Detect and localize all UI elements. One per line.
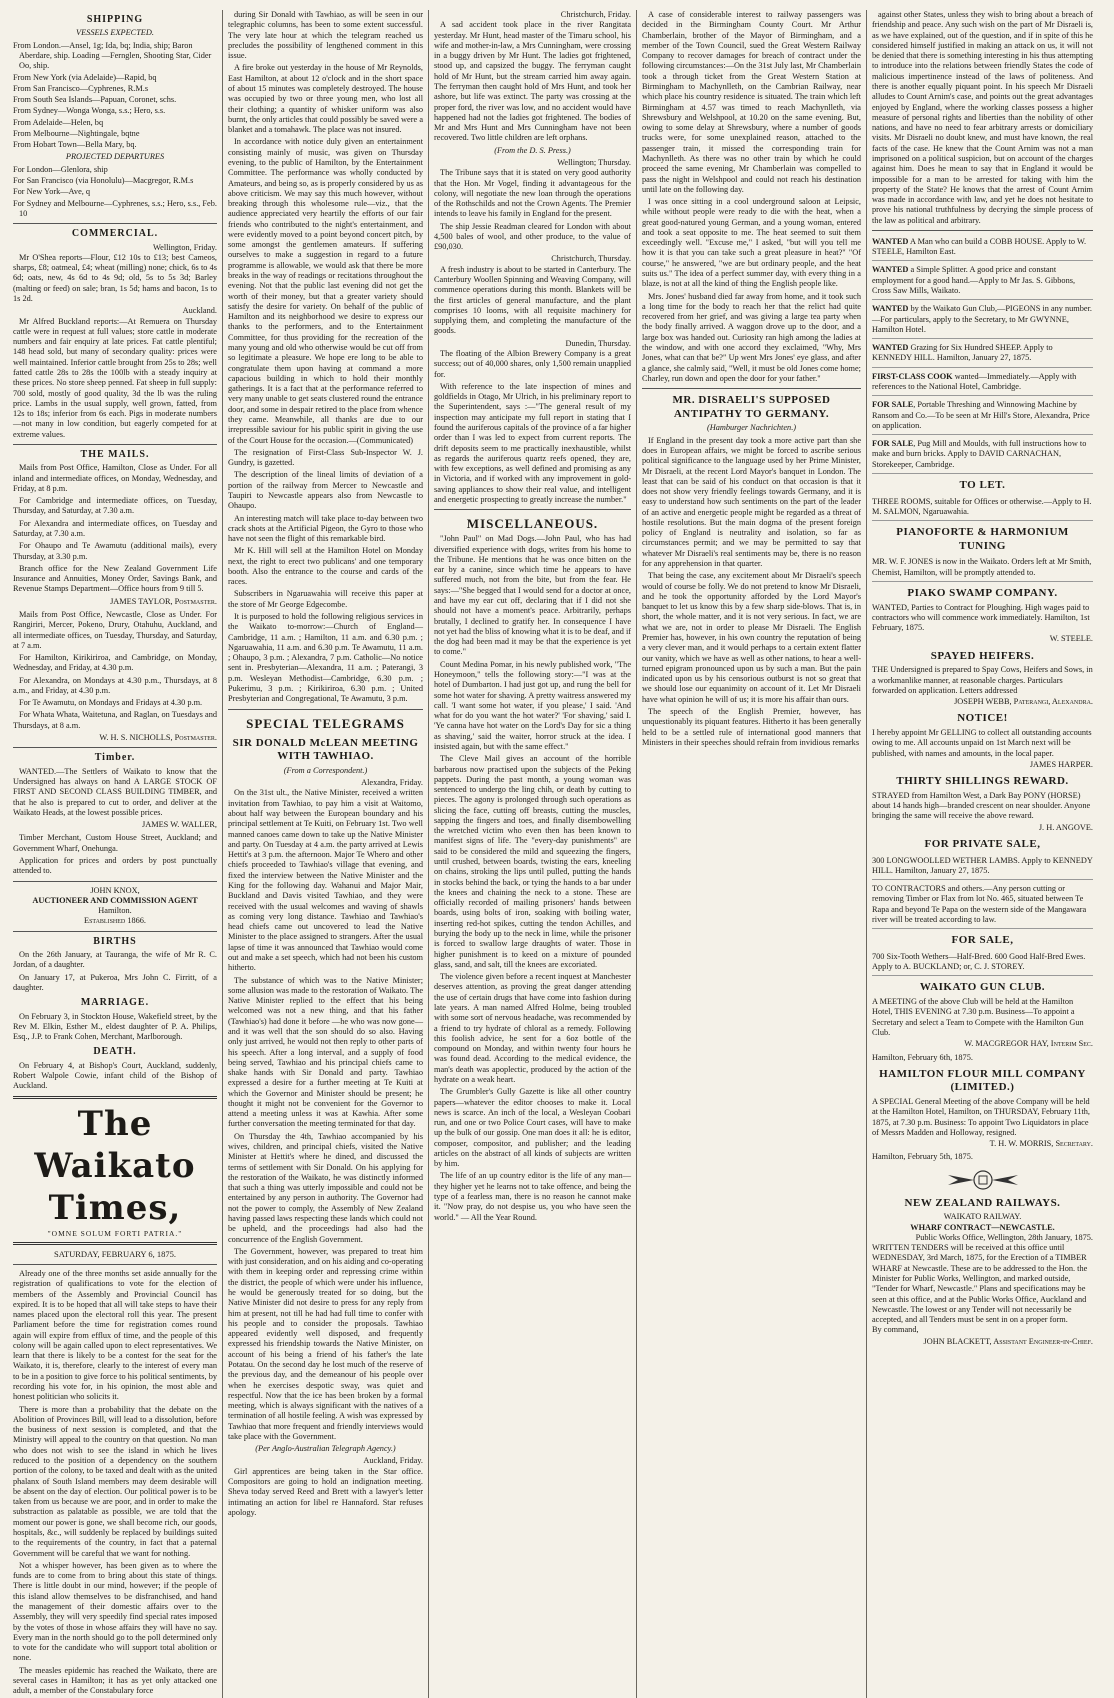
telegram-paragraph: The floating of the Albion Brewery Company is a great success; out of 40,000 shares, only 1,500 remain unapplied for. [434, 349, 631, 379]
for-sale-heading: FOR SALE, [951, 934, 1014, 947]
ad-text: Grazing for Six Hundred SHEEP. Apply to KENNEDY HILL. Hamilton, January 27, 1875. [872, 343, 1053, 363]
mails-text: For Te Awamutu, on Mondays and Fridays at 4.30 p.m. [19, 698, 203, 708]
classified-ad: TO CONTRACTORS and others.—Any person cutting or removing Timber or Flax from lot No. 465, situated between Te Rapa and beyond Te Papa on the western side of the Mangawara river will be treated according to law. [872, 882, 1093, 929]
list-item: For San Francisco (via Honolulu)—Macgregor, R.M.s [13, 176, 194, 186]
classified-ad [872, 263, 1093, 300]
list-item: From London.—Ansel, 1g; Ida, bq; India, ship; Baron Aberdare, ship. Loading —Fernglen, Shooting Star, Cider Oo, ship. [13, 40, 212, 71]
divider [228, 709, 423, 710]
timber-address: Timber Merchant, Custom House Street, Auckland; and Government Wharf, Onehunga. [13, 833, 217, 853]
signature: W. STEELE. [1049, 634, 1093, 644]
signature: JOHN BLACKETT, Assistant Engineer-in-Chief. [923, 1336, 1093, 1346]
telegram-dateline: Christchurch, Friday. [560, 10, 631, 19]
telegram-paragraph: A fresh industry is about to be started in Canterbury. The Canterbury Woollen Spinning and Weaving Company, will commence operations during this month. Blankets will be the first articles of general manufacture, and the plant comprises 10 looms, with all requisite machinery for supplying them, and completing the manufacture of the goods. [434, 264, 631, 336]
auctioneer-place: Hamilton. [98, 906, 132, 916]
signature: JAMES W. WALLER, [142, 820, 217, 830]
classified-ad [872, 341, 1093, 368]
disraeli-heading: MR. DISRAELI'S SUPPOSED ANTIPATHY TO GERMANY. [672, 394, 831, 420]
mails-text: For Hamilton, Kirikiriroa, and Cambridge, on Monday, Wednesday, and Friday, at 4.30 p.m. [13, 653, 217, 673]
classified-ad: A SPECIAL General Meeting of the above Company will be held at the Hamilton Hotel, Hamilton, on THURSDAY, February 11th, 1875, at 7.30 p.m. Business: To appoint Two Liquidators in place of Messrs Madden and Holloway, resigned. [872, 1097, 1091, 1137]
notice-text: On February 4, at Bishop's Court, Auckland, suddenly, Robert Walpole Cowie, infant child of the Bishop of Auckland. [13, 1060, 217, 1091]
telegram-paragraph: On Thursday the 4th, Tawhiao accompanied by his wives, children, and principal chiefs, visited the Native Minister at Hettit's where he dined, and discussed the terms of settlement with Sir Donald. On his applying for the restoration of the Waikato, he was distinctly informed that such a thing was utterly impossible and could not be entertained by any person in authority. The Governor had not the power to comply, the Assembly of New Zealand having passed laws respecting these lands which could not be upheld, and the proceedings had also had the concurrence of the English Government. [228, 1131, 423, 1244]
ad-text: a Simple Splitter. A good price and constant employment for a good hand.—Apply to Mr Jas. S. Gibbons, Cross Saw Mills, Waikato. [872, 265, 1076, 296]
news-paragraph: In accordance with notice duly given an entertainment consisting mainly of music, was given on Thursday evening, to the public of Hamilton, by the Entertainment Committee. The performance was wholly conducted by Amateurs, and being so, as is properly considered by us as above criticism. We may say this much however, without breaking through this wholesome rule—viz., that the audience appreciated very heartily the efforts of our fair friends who contributed to the night's entertainment, and were evidently moved to a point beyond concert pitch, by some amongst the gentlemen amateurs. If suffering ourselves to make a suggestion in regard to a future programme is allowable, we would ask that there be more breaks in the way of readings or recitations throughout the evening. Not that the public last evening did not get the worth of their money, but that a greater variety should satisfy the desire for variety. On behalf of the public of Hamilton and its neighborhood we desire to express our thanks to the performers, and to the Entertainment Committee, for thus providing for the recreation of the many young and old who otherwise would be cut off from so legitimate a pleasure. We hope ere long to be able to congratulate them upon having at command a more capacious building in which to hold their monthly gatherings. It is a fact that at the performance referred to very many unable to get seats clustered round the entrance door, and some in despair retired to the place from whence they came. Meanwhile, all thanks are due to our irrepressible saviour for his public spirit in giving the use of the Court House for the occasion.—(Communicated) [228, 137, 423, 445]
commercial-text: Mr Alfred Buckland reports:—At Remuera on Thursday cattle were in request at full values; store cattle in moderate numbers and fair enquiry at late prices. Fat cattle plentiful; 148 head sold, but many of secondary quality: prices were well maintained. Inferior cattle brought from 25s to 28s; well fatted cattle 28s to 28s the 100lb with a steady inquiry at these prices. No store sheep penned. Fat sheep in full supply: 700 sold, mostly of good quality, 3d the lb was the ruling price. Lambs in the usual supply, well grown, fatted, from 12s to 18s; inferior from 6s each. Pigs in moderate numbers—not many in low condition, but eagerly competed for at extreme values. [13, 316, 217, 439]
list-item: From Melbourne—Nightingale, bqtne [13, 128, 140, 138]
notice-text: On the 26th January, at Tauranga, the wife of Mr R. C. Jordan, of a daughter. [13, 950, 217, 970]
news-paragraph: It is purposed to hold the following religious services in the Waikato to-morrow:—Church of England—Cambridge, 11 a.m. ; Hamilton, 11 a.m. and 6.30 p.m. ; Ngaruawahia, 11 a.m. and 6.30 p.m. Te Awamutu, 11 a.m. ; Ohaupo, 3 p.m. ; Alexandra, 7 p.m. Catholic—No notice sent in. Presbyterian—Alexandra, 11 a.m. ; Paterangi, 3 p.m. Wesleyan Methodist—Cambridge, 6.30 p.m. ; Pukerimu, 3 p.m. ; Kirikiriroa, 6.30 p.m. ; United Presbyterian and Congregational, Te Awamutu, 3 p.m. [228, 612, 423, 704]
source-note: (From the D. S. Press.) [494, 145, 571, 155]
railways-subheading: WAIKATO RAILWAY. [943, 1212, 1022, 1222]
misc-paragraph: The Cleve Mail gives an account of the horrible barbarous now practised upon the subjects of the Peking pappets. During the past month, a young woman was sentenced to undergo the ling chih, or death by cutting to pieces. The agony is prolonged through such operations as slicing the face, cutting off breasts, cutting the muscles, sapping the fingers and toes, and finally disembowelling the wretched victim who even then has been known to manifest signs of life. The "every-day punishments" are said to be considered the mild and squeezing the fingers, until crushed, between boards, twisting the ears, kneeling on chains, stroking the lips until pulled, putting the hands in stocks behind the back, or tying the hands to a bar under the knees and chaining the neck to a stone. These are officially recorded of mailing prisoners' hands between boards, using bolts of iron, soaking with boiling water, inserting red-hot spikes, cutting the tendon Achilles, and burying the body up to the neck in lime, while the prisoner is forced to swallow large draughts of water. Those in higher punishment is to keed on a mixture of pounded glass, sand, and salt, till the knees are excoriated. [434, 754, 631, 969]
misc-paragraph: The violence given before a recent inquest at Manchester deserves attention, as proving the great danger attending the use of certain drugs that have come into fashion during late years. A man named Alfred Holme, being troubled with some sort of nervous headache, was recommended by a friend to try hydrate of chloral as a remedy. Following this foolish advice, he sent for a 6oz bottle of the compound on Monday, and within twenty four hours he was found dead. According to the medical evidence, the man's death was apoplectic, produced by the action of the hydrate on a weak heart. [434, 972, 631, 1084]
mails-text: For Alexandra, on Mondays at 4.30 p.m., Thursdays, at 8 a.m., and Friday, at 4.30 p.m. [13, 675, 217, 695]
ad-text: , Pug Mill and Moulds, with full instructions how to make and burn bricks. Apply to DAVID CARNACHAN, Storekeeper, Cambridge. [872, 439, 1087, 469]
divider [13, 223, 217, 224]
signature: J. H. ANGOVE. [1038, 822, 1093, 832]
list-item: From Sydney—Wonga Wonga, s.s.; Hero, s.s. [13, 106, 166, 116]
divider [13, 881, 217, 882]
marriage-heading: MARRIAGE. [80, 997, 150, 1009]
signature: W. H. S. NICHOLLS, Postmaster. [99, 733, 217, 743]
news-paragraph: I was once sitting in a cool underground saloon at Leipsic, while without people were ready to die with the heat, when a great good-natured young German, and a young woman, entered and took a seat opposite to me. The heat seemed to suit them exceedingly well. "Excuse me," I asked, "but will you tell me how it is that you can take such a great pleasure in heat?" "Of course," he answered, "we are but ordinary people, and the heat suits us." The idea of a perfect summer day, with every thing in a blaze, is not at all the kind of thing the English people like. [642, 197, 861, 289]
column-5 [866, 10, 1098, 1698]
shipping-heading: SHIPPING [86, 14, 144, 25]
telegram-dateline: Auckland, Friday. [363, 1456, 423, 1466]
special-telegrams-subheading: SIR DONALD McLEAN MEETING WITH TAWHIAO. [232, 736, 419, 763]
divider [13, 444, 217, 445]
ad-lead: WANTED [872, 265, 909, 275]
mails-text: For Cambridge and intermediate offices, on Tuesday, Thursday, and Saturday, at 7.30 a.m. [13, 496, 217, 516]
ad-text: , Portable Threshing and Winnowing Machine by Ransom and Co.—To be seen at Mr Hill's Store, Alexandra, Price on application. [872, 400, 1090, 430]
telegram-dateline: Christchurch, Thursday. [551, 254, 631, 264]
news-paragraph: The description of the lineal limits of deviation of a portion of the railway from Mercer to Newcastle and Taupiri to Newcastle appears also from Newcastle to Ohaupo. [228, 470, 423, 511]
railways-place: Public Works Office, Wellington, 28th January, 1875. [915, 1232, 1093, 1242]
classified-ad: 300 LONGWOOLLED WETHER LAMBS. Apply to KENNEDY HILL. Hamilton, January 27, 1875. [872, 854, 1093, 881]
divider [13, 1242, 217, 1245]
misc-paragraph: "John Paul" on Mad Dogs.—John Paul, who has had diversified experience with dogs, writes from his home to the Tribune. He mentions that he was once bitten on the ear by a canine, since which time he appears to have suffered much, not from the bite, but from the fear. He says:—"She begged that I would send for a doctor at once, and have my ear cut off, declaring that if I did not she should not have a moment's peace. Arbitrarily, perhaps brutally, I declined to gratify her. In consequence I have not yet had the bliss of knowing what it is to be deaf, and if the dog had been mad it may be that the experience is yet to come." [434, 534, 632, 657]
ad-lead: WANTED [872, 304, 909, 314]
article-paragraph: If England in the present day took a more active part than she does in European affairs, we might be forced to ascribe serious political significance to the language used by her Prime Minister, Mr Disraeli, at the recent Lord Mayor's banquet in London. The least that can be said of his conduct on that occasion is that it does not show very friendly feelings towards Germany, and it is easy to understand how such sentiments on the part of the leader of an active and energetic people might be regarded as a threat of hostile resolutions. But the main dogma of the present foreign policy of England is neutrality and isolation, so far as circumstances permit; and we may be permitted to say that whatever Mr Disraeli's real sentiments may be, there is no reason for any apprehension in that quarter. [642, 435, 861, 569]
ad-text: wanted—Immediately.—Apply with references to the National Hotel, Cambridge. [872, 371, 1077, 391]
misc-paragraph: The life of an up country editor is the life of any man—they higher yet he learns not to take offence, and being the type of a fearless man, there is no reason he cannot make it. "Now pray, do not despise us, you who have seen the world." — All the Year Round. [434, 1171, 631, 1222]
classified-ad: THE Undersigned is prepared to Spay Cows, Heifers and Sows, in a workmanlike manner, at reasonable charges. Particulars forwarded on application. Letters addressed [872, 665, 1093, 695]
editorial-paragraph: The measles epidemic has reached the Waikato, there are several cases in Hamilton; it has as yet only attacked one adult, a member of the Constabulary force [13, 1665, 217, 1696]
piako-heading: PIAKO SWAMP COMPANY. [907, 586, 1058, 599]
signature: JAMES HARPER. [1029, 759, 1093, 769]
divider [13, 747, 217, 748]
signature: JOSEPH WEBB, Paterangi, Alexandra. [954, 697, 1093, 707]
telegram-paragraph: With reference to the late inspection of mines and goldfields in Otago, Mr Ulrich, in his preliminary report to the Superintendent, says :—"The general result of my inspection may anticipate my full report in stating that I found the auriferous capitals of the province of a far higher order than I was led to expect from current reports. The drift deposits seem to me practically inexhaustible, whilst as regards the auriferous quartz reefs opened, they are, with few exceptions, as well defined and promising as any in Victoria, and if worked with any improvement in gold-saving appliances to show their real value, and intelligent and energetic prospecting to greatly increase the number." [434, 381, 631, 504]
masthead-motto: "OMNE SOLUM FORTI PATRIA." [47, 1229, 183, 1239]
mails-text: Branch office for the New Zealand Government Life Insurance and Annuities, Money Order, Savings Bank, and Revenue Stamps Department—Office hours from 9 till 5. [13, 563, 217, 594]
vessels-expected-heading: VESSELS EXPECTED. [76, 28, 154, 38]
list-item: For Sydney and Melbourne—Cyphrenes, s.s.; Hero, s.s., Feb. 10 [13, 198, 217, 218]
to-let-heading: TO LET. [959, 478, 1006, 491]
divider [13, 1096, 217, 1099]
column-4 [636, 10, 866, 1698]
telegram-paragraph: The Tribune says that it is stated on very good authority that the Hon. Mr Vogel, finding it advantageous for the colony, will negotiate the new loan through the operations of the Rothschilds and not the Crown Agents. The Premier intends to leave his family in England for the present. [434, 168, 631, 219]
list-item: For London—Glenlora, ship [13, 164, 108, 174]
railways-by-command: By command, [872, 1325, 919, 1335]
news-paragraph: during Sir Donald with Tawhiao, as will be seen in our telegraphic columns, has been to some extent successful. The very late hour at which the telegram reached us precludes the possibility of lengthened comment in this issue. [228, 10, 423, 61]
reward-heading: THIRTY SHILLINGS REWARD. [896, 775, 1069, 788]
ad-date: Hamilton, February 5th, 1875. [872, 1152, 973, 1162]
telegram-dateline: Alexandra, Friday. [361, 778, 423, 788]
ad-lead: WANTED [872, 343, 909, 353]
telegram-dateline: Wellington; Thursday. [557, 157, 631, 167]
telegram-paragraph: A sad accident took place in the river Rangitata yesterday. Mr Hunt, head master of the Timaru school, his wife and mother-in-law, a Mrs Cunningham, were crossing in a buggy driven by Mr Hunt. The ladies got frightened, stood up, and capsized the buggy. The ferryman caught hold of Mr Hunt, but the stream carried him away again. The ferryman then caught hold of Mrs Hunt, and took her ashore, but life was extinct. The party was crossing at the proper ford, the river was low, and no accident would have happened had not the ladies got frightened. The bodies of Mr and Mrs Hunt and Mrs Cunningham have not been recovered. Two little children are left orphans. [434, 20, 631, 143]
railways-contract: WHARF CONTRACT—NEWCASTLE. [910, 1222, 1055, 1232]
departures-list [13, 165, 217, 219]
classified-ad: MR. W. F. JONES is now in the Waikato. Orders left at Mr Smith, Chemist, Hamilton, will be promptly attended to. [872, 555, 1093, 582]
article-paragraph: against other States, unless they wish to bring about a breach of friendship and peace. Any such wish on the part of Mr Disraeli is, as we have explained, out of the question, and if in spite of this he considered himself justified in making an attack on us, it will not be denied that there is something interesting in his thus attempting to introduce into the relations between friendly States the code of malicious impertinence instead of the laws of politeness. And there is another equally piquant point. In his speech Mr Disraeli alludes to Count Arnim's case, and points out the great advantages enjoyed by England, where the working classes possess a higher measure of personal rights and liberties than the nobility of other nations, and have no need to fear arbitrary arrests or domiciliary visits. Mr Disraeli no doubt knew, and must have known, the real facts of the case. He knew that the Count Arnim was not a man imprisoned on a political suspicion, but on account of the charges against him. Does he mean to say that in England it would be impossible for a man to be arrested for taking with him the property of the State? He knows that the arrest of Count Arnim was made in accordance with law, and yet he does not hesitate to prove his national truthfulness by decrying the simple process of the law as political and arbitrary. [872, 10, 1093, 225]
mails-heading: THE MAILS. [80, 448, 150, 460]
commercial-heading: COMMERCIAL. [71, 228, 159, 240]
column-2 [222, 10, 428, 1698]
commercial-dateline: Auckland. [182, 306, 217, 316]
column-1 [8, 10, 222, 1698]
ad-lead: FOR SALE [872, 439, 914, 449]
ad-lead: FOR SALE [872, 400, 914, 410]
mails-text: For Ohaupo and Te Awamutu (additional mails), every Thursday, at 3.30 p.m. [13, 541, 217, 561]
agency-note: (Per Anglo-Australian Telegraph Agency.) [255, 1444, 396, 1454]
gun-club-heading: WAIKATO GUN CLUB. [919, 981, 1046, 994]
list-item: From New York (via Adelaide)—Rapid, bq [13, 72, 157, 82]
divider [642, 388, 861, 389]
signature: JAMES TAYLOR, Postmaster. [110, 596, 217, 606]
notice-heading: NOTICE! [957, 712, 1008, 725]
departures-heading: PROJECTED DEPARTURES [65, 152, 165, 162]
news-paragraph: Mr K. Hill will sell at the Hamilton Hotel on Monday next, the right to erect two publicans' and one temporary booth. Also the entrance to the course and cards of the races. [228, 546, 423, 587]
notice-text: On January 17, at Pukeroa, Mrs John C. Firritt, of a daughter. [13, 972, 217, 992]
news-paragraph: Mrs. Jones' husband died far away from home, and it took such a long time for the body to reach her that the relict had quite recovered from her grief, and was giving a large tea party when the body finally arrived. A waggon drove up to the door, and a large box was handed out. Curiosity ran high among the ladies at the window, and with one accord they exclaimed, "Why, Mrs Jones, what can that be?" Up went Mrs Jones' eye glass, and after a glance, she calmly said, "Well, it must be old Jones come home; Charley, run down and open the door for your father." [642, 291, 861, 383]
heifers-heading: SPAYED HEIFERS. [930, 649, 1035, 662]
railways-heading: NEW ZEALAND RAILWAYS. [904, 1196, 1061, 1209]
misc-paragraph: The Grumbler's Gully Gazette is like all other country papers—whatever the editor chooses to make it. Local news is scarce. An inch of the local, a Wesleyan Coobari run, and one or two Police Court cases, will have to make up the bulk of our gossip. One man does it all: he is editor, composer, compositor, and publisher; and the leading articles on the abstract of all kinds of subjects are written by him. [434, 1087, 631, 1169]
classified-ad: WRITTEN TENDERS will be received at this office until WEDNESDAY, 3rd March, 1875, for the Erection of a TIMBER WHARF at Newcastle. These are to be addressed to the Hon. the Minister for Public Works, Wellington, and marked outside, "Tender for Wharf, Newcastle." Plans and specifications may be seen at this office, and at the Public Works Office, Auckland and Newcastle. The lowest or any Tender will not necessarily be accepted, and all Tenders must be sent in on a proper form. [872, 1243, 1088, 1325]
classified-ad [872, 437, 1093, 474]
news-paragraph: An interesting match will take place to-day between two crack shots at the Artificial Pigeon, the Gyro to those who have not seen the flight of this remarkable bird. [228, 513, 423, 544]
classified-ad: A MEETING of the above Club will be held at the Hamilton Hotel, THIS EVENING at 7.30 p.m. Business—To appoint a Secretary and select a Team to Compete with the Hamilton Gun Club. [872, 997, 1084, 1037]
divider [872, 230, 1093, 231]
list-item: For New York—Ave, q [13, 187, 91, 197]
piano-heading: PIANOFORTE & HARMONIUM TUNING [896, 526, 1069, 552]
classified-ad: 700 Six-Tooth Wethers—Half-Bred. 600 Good Half-Bred Ewes. Apply to A. BUCKLAND; or, C. J. STOREY. [872, 950, 1093, 977]
special-telegrams-heading: SPECIAL TELEGRAMS [246, 715, 405, 731]
ad-lead: WANTED [872, 236, 909, 246]
article-paragraph: That being the case, any excitement about Mr Disraeli's speech would of course be folly. We do not pretend to know Mr Disraeli, and he took the opportunity afforded by the Lord Mayor's banquet to let us know this by a few sharp side-blows. That is, in short, the whole matter, and it is not very serious. In fact, we are what we are, not in order to please Mr Disraeli. The English Premier has, however, in his own country the reputation of being a very clever man, and it would perhaps to a certain extent flatter our vanity, which we have as well as other nations, to hear a well-turned epigram pronounced upon us by such a man. But the pain indicated upon us by his censorious outburst is not so great that we should lose our equanimity on account of it. Let Mr Disraeli have what opinion he will of us; it is more his affair than ours. [642, 571, 861, 704]
news-paragraph: A case of considerable interest to railway passengers was decided in the Birmingham County Court. Mr Arthur Chamberlain, brother of the Mayor of Birmingham, and a member of the Town Council, sued the Great Western Railway Company to recover damages for breach of contract under the following circumstances:—On the 31st July last, Mr Chamberlain took a through ticket from the Great Western Station at Birmingham to Machynlleth, on the Cambrian Railway, near which place his country residence is situated. The train which left Birmingham at 4.57 was timed to reach Machynlleth, via Shrewsbury and Welshpool, at 10.20 on the same evening. But, owing to some delay at Shrewsbury, where a number of goods trucks were, for some unexplained reason, attached to the passenger train, it missed the corresponding train for Machynlleth. As there was no other train by which he could proceed the same evening, Mr Chamberlain was compelled to pass the night in Welshpool and could not reach his destination until late on the following day. [642, 10, 861, 194]
auctioneer-line: AUCTIONEER AND COMMISSION AGENT [32, 895, 198, 905]
telegram-paragraph: The ship Jessie Readman cleared for London with about 4,500 bales of wool, and other produce, to the value of £90,030. [434, 221, 631, 252]
ad-lead: FIRST-CLASS COOK [872, 371, 953, 381]
private-sale-heading: FOR PRIVATE SALE, [924, 837, 1041, 850]
auctioneer-established: Established 1866. [84, 916, 146, 926]
classified-ad: STRAYED from Hamilton West, a Dark Bay PONY (HORSE) about 14 hands high—branded crescent on near shoulder. Anyone bringing the same will receive the above reward. [872, 790, 1091, 821]
mails-text: For Whata Whata, Waitetuna, and Raglan, on Tuesdays and Thursdays, at 8 a.m. [13, 710, 217, 730]
commercial-dateline: Wellington, Friday. [152, 242, 217, 252]
classified-ad: WANTED, Parties to Contract for Ploughing. High wages paid to contractors who will commence work immediately. Hamilton, 1st February, 1875. [872, 602, 1090, 633]
classified-ad [872, 398, 1093, 435]
news-paragraph: Subscribers in Ngaruawahia will receive this paper at the store of Mr George Edgecombe. [228, 589, 423, 609]
divider [434, 509, 631, 510]
auctioneer-name: JOHN KNOX, [90, 885, 140, 895]
death-heading: DEATH. [93, 1046, 137, 1058]
divider [13, 1264, 217, 1265]
telegram-paragraph: The substance of which was to the Native Minister; some allusion was made to the restoration of Waikato. The Native Minister replied to the effect that his being welcomed was not a new thing, and that his father (Tawhiao's) had done it before —he who was now gone—and it was well that the son should do so also. Having only just arrived, he would not then reply to other parts of his speech. After a long interval, and a supply of food being served, Tawhiao and his principal chiefs came to shake hands with Sir Donald and party. Tawhiao expressed a desire for a further meeting at Te Kuiti at which the Governor and Minister should be present; he thought it might not be convenient for the Governor to attend a meeting unless it was at Kawhia. After some further conversation the meeting terminated for that day. [228, 975, 423, 1129]
ad-date: Hamilton, February 6th, 1875. [872, 1052, 973, 1062]
mails-text: For Alexandra and intermediate offices, on Tuesday and Saturday, at 7.30 a.m. [13, 518, 217, 538]
editorial-paragraph: There is more than a probability that the debate on the Abolition of Provinces Bill, will lead to a dissolution, before the business of next session is completed, and that the Ministry will appeal to the country on that question. No man who does not wish to see the island in which he lives reduced to the position of a dependency on the southern portion of the colony, to be taxed and dealt with as the united phalanx of South Island members may deem desirable will be absent on the day of election. Our political power is to be taken from us because we are poor, and in order to make the substraction as palatable as possible, we are told that the moment our power is gone, we shall become rich, our goods, hospitals, &c., will suddenly be replaced by buildings suited to the requirements of the country, in fact that a paternal Government will be careful that we want for nothing. [13, 1404, 217, 1558]
signature: W. MACGREGOR HAY, Interim Sec. [964, 1039, 1093, 1049]
telegram-paragraph: The Government, however, was prepared to treat him with just consideration, and on his aiding and co-operating with them in keeping order and repressing crime within the district, the people of which were under his influence, he would be generously treated for so doing, but the Native Minister did not desire to press for any reply from him at present, not till he had had full time to confer with his people and to consider the proposals. Tawhiao appeared evidently well disposed, and frequently expressed his friendship towards the Native Minister, on account of his being a friend of his father's the late Potatau. On the second day he lost much of the reserve of the previous day, and the demeanour of his people over when he exercises despotic sway, was quiet and respectful. Now that the ice has been broken by a formal meeting, which is always significant with the natives of a termination of all hostile feeling. A wish was expressed by Tawhiao that more frequent and friendly interviews would take place with the Government. [228, 1246, 423, 1441]
flour-mill-heading: HAMILTON FLOUR MILL COMPANY (LIMITED.) [879, 1067, 1086, 1094]
editorial-paragraph: Already one of the three months set aside annually for the registration of qualifications to vote for the election of members of the Assembly and Provincial Council has expired. It is to be hoped that all will take steps to have their names placed upon the electoral roll this year. The present Parliament before the time for registration comes round again will expire from efflux of time, and the people of this colony will be again called upon to elect representatives. We learn that there is likely to be a contest for the seat for the Waikato, it is, therefore, clearly to the interest of every man to be in a position to give force to his political sentiments, by recording his vote for, in his opinion, the most able and honest politician who solicits it. [13, 1268, 217, 1402]
ad-text: A Man who can build a COBB HOUSE. Apply to W. STEELE, Hamilton East. [872, 236, 1087, 257]
list-item: From South Sea Islands—Papuan, Coronet, schs. [13, 95, 177, 105]
list-item: From Hobart Town—Bella Mary, bq. [13, 140, 137, 150]
list-item: From San Francisco—Cyphrenes, R.M.s [13, 83, 149, 93]
mails-text: Mails from Post Office, Hamilton, Close as Under. For all inland and intermediate offices, on Monday, Wednesday, and Friday, at 8 p.m. [13, 463, 217, 493]
timber-heading: Timber. [94, 752, 136, 764]
royal-arms-icon [928, 1169, 1038, 1191]
correspondent-note: (From a Correspondent.) [283, 765, 368, 775]
disraeli-source: (Hamburger Nachrichten.) [706, 423, 797, 433]
classified-ad [872, 302, 1093, 339]
list-item: From Adelaide—Helen, bq [13, 117, 104, 127]
issue-date: SATURDAY, FEBRUARY 6, 1875. [53, 1249, 177, 1260]
classified-ad: I hereby appoint Mr GELLING to collect all outstanding accounts owing to me. All accounts unpaid on 1st March next will be published, with names and amounts, in the local paper. [872, 728, 1092, 758]
divider [13, 931, 217, 932]
mails-text: Mails from Post Office, Newcastle, Close as Under. For Rangiriri, Mercer, Pokeno, Drury, Otahuhu, Auckland, and all intermediate offices, on Tuesday, Thursday, and Saturday, at 7 a.m. [13, 609, 217, 650]
vessels-expected-list [13, 41, 217, 151]
timber-text: Application for prices and orders by post punctually attended to. [13, 855, 217, 876]
miscellaneous-heading: MISCELLANEOUS. [466, 516, 599, 532]
timber-text: WANTED.—The Settlers of Waikato to know that the Undersigned has always on hand A LARGE STOCK OF FIRST AND SECOND CLASS BUILDING TIMBER, and that he also is prepared to cut to order, and deliver at the Waikato Heads, at the lowest possible prices. [13, 766, 217, 817]
telegram-paragraph: On the 31st ult., the Native Minister, received a written invitation from Tawhiao, to pay him a visit at Waitomo, about half way between the European boundary and his principal settlement at Te Kuiti, on February 1st. Two well manned canoes came down to take up the Native Minister and party. On Tuesday at 4 a.m. the party arrived at Lewis Hettit's at 3 p.m. the afternoon. Major Te Whero and other chiefs proceeded to Tawhiao's village that evening, and fixed the interview between the Native Minister and the King for the following day. Wahanui and Major Mair, Buckland and Davis visited Tawhiao, and they were received with the usual welcomes and waving of shawls as coming very long distance. Tawhiao and Tawhiao's head chiefs came out uncovered to lead the Native Minister to the place assigned to strangers. After the usual lapse of time it was announced that Tawhiao would come out and make a set speech, which had not been his custom hitherto. [228, 788, 423, 973]
births-heading: BIRTHS [93, 935, 137, 947]
misc-paragraph: Count Medina Pomar, in his newly published work, "The Honeymoon," tells the following story:—"I was at the hotel of Dumbarton. I had just got up, and rung the bell for some hot water for shaving. A pretty waitress answered my call. 'I want some hot water, if you please,' I said. 'And what for do you want the hot water?' 'For shaving,' said I. 'Ye canna have hot water on the Lord's Day for sic a thing as shaving,' said the waiter, horror struck at the idea. I insisted again, but with the same effect." [434, 659, 631, 751]
classified-ad: THREE ROOMS, suitable for Offices or otherwise.—Apply to H. M. SALMON, Ngaruawahia. [872, 495, 1093, 522]
notice-text: On February 3, in Stockton House, Wakefield street, by the Rev M. Elkin, Esther M., eldest daughter of P. A. Philips, Esq., J.P. to Frank Cohen, Merchant, Marlborough. [13, 1011, 217, 1042]
telegram-dateline: Dunedin, Thursday. [565, 338, 631, 348]
classified-ad [872, 370, 1093, 397]
article-paragraph: The speech of the English Premier, however, has unquestionably its piquant features. Hitherto it has been generally held to be a settled rule of international good manners that Ministers in their speeches should refrain from invidious remarks [642, 706, 861, 747]
news-paragraph: The resignation of First-Class Sub-Inspector W. J. Gundry, is gazetted. [228, 447, 423, 468]
column-3 [428, 10, 636, 1698]
ad-text: by the Waikato Gun Club,—PIGEONS in any number.—For particulars, apply to the Secretary, to Mr GWYNNE, Hamilton Hotel. [872, 304, 1092, 334]
masthead-title: The Waikato Times, [34, 1103, 196, 1228]
news-paragraph: A fire broke out yesterday in the house of Mr Reynolds, East Hamilton, at about 12 o'clock and in the short space of about 15 minutes was completely destroyed. The house was occupied by two or three young men, who lost all their clothing; a quantity of whisker uniform was also burnt, the only articles that could possibly be saved were a blanket and a tomahawk. The place was not insured. [228, 63, 423, 135]
classified-ad [872, 235, 1093, 262]
editorial-paragraph: Not a whisper however, has been given as to where the funds are to come from to bring about this state of things. There is little doubt in our mind, however; if the people of this island allow themselves to be disfranchised, and hand the management of their domestic affairs over to the Assembly, they will very speedily find special rates imposed by the votes of those in whose affairs they will have no say. Every man in the north should go to the poll determined only to vote for the candidate who will support total abolition or none. [13, 1560, 217, 1663]
telegram-paragraph: Girl apprentices are being taken in the Star office. Compositors are going to hold an indignation meeting. Sheva today served Reed and Brett with a lawyer's letter intimating an action for libel re Hannaford. Star refuses apology. [228, 1466, 423, 1517]
commercial-text: Mr O'Shea reports—Flour, £12 10s to £13; best Cameos, sharps, £8; oatmeal, £4; wheat (milling) none; chick, 6s to 4s 6d; oats, new, 4s 6d to 4s 9d; old, 5s to 5s 3d; Barley (malting or feed) on sale; bran, 1s 5d; hams and bacon, 1s to 1s 2d. [13, 252, 217, 303]
signature: T. H. W. MORRIS, Secretary. [989, 1139, 1093, 1149]
